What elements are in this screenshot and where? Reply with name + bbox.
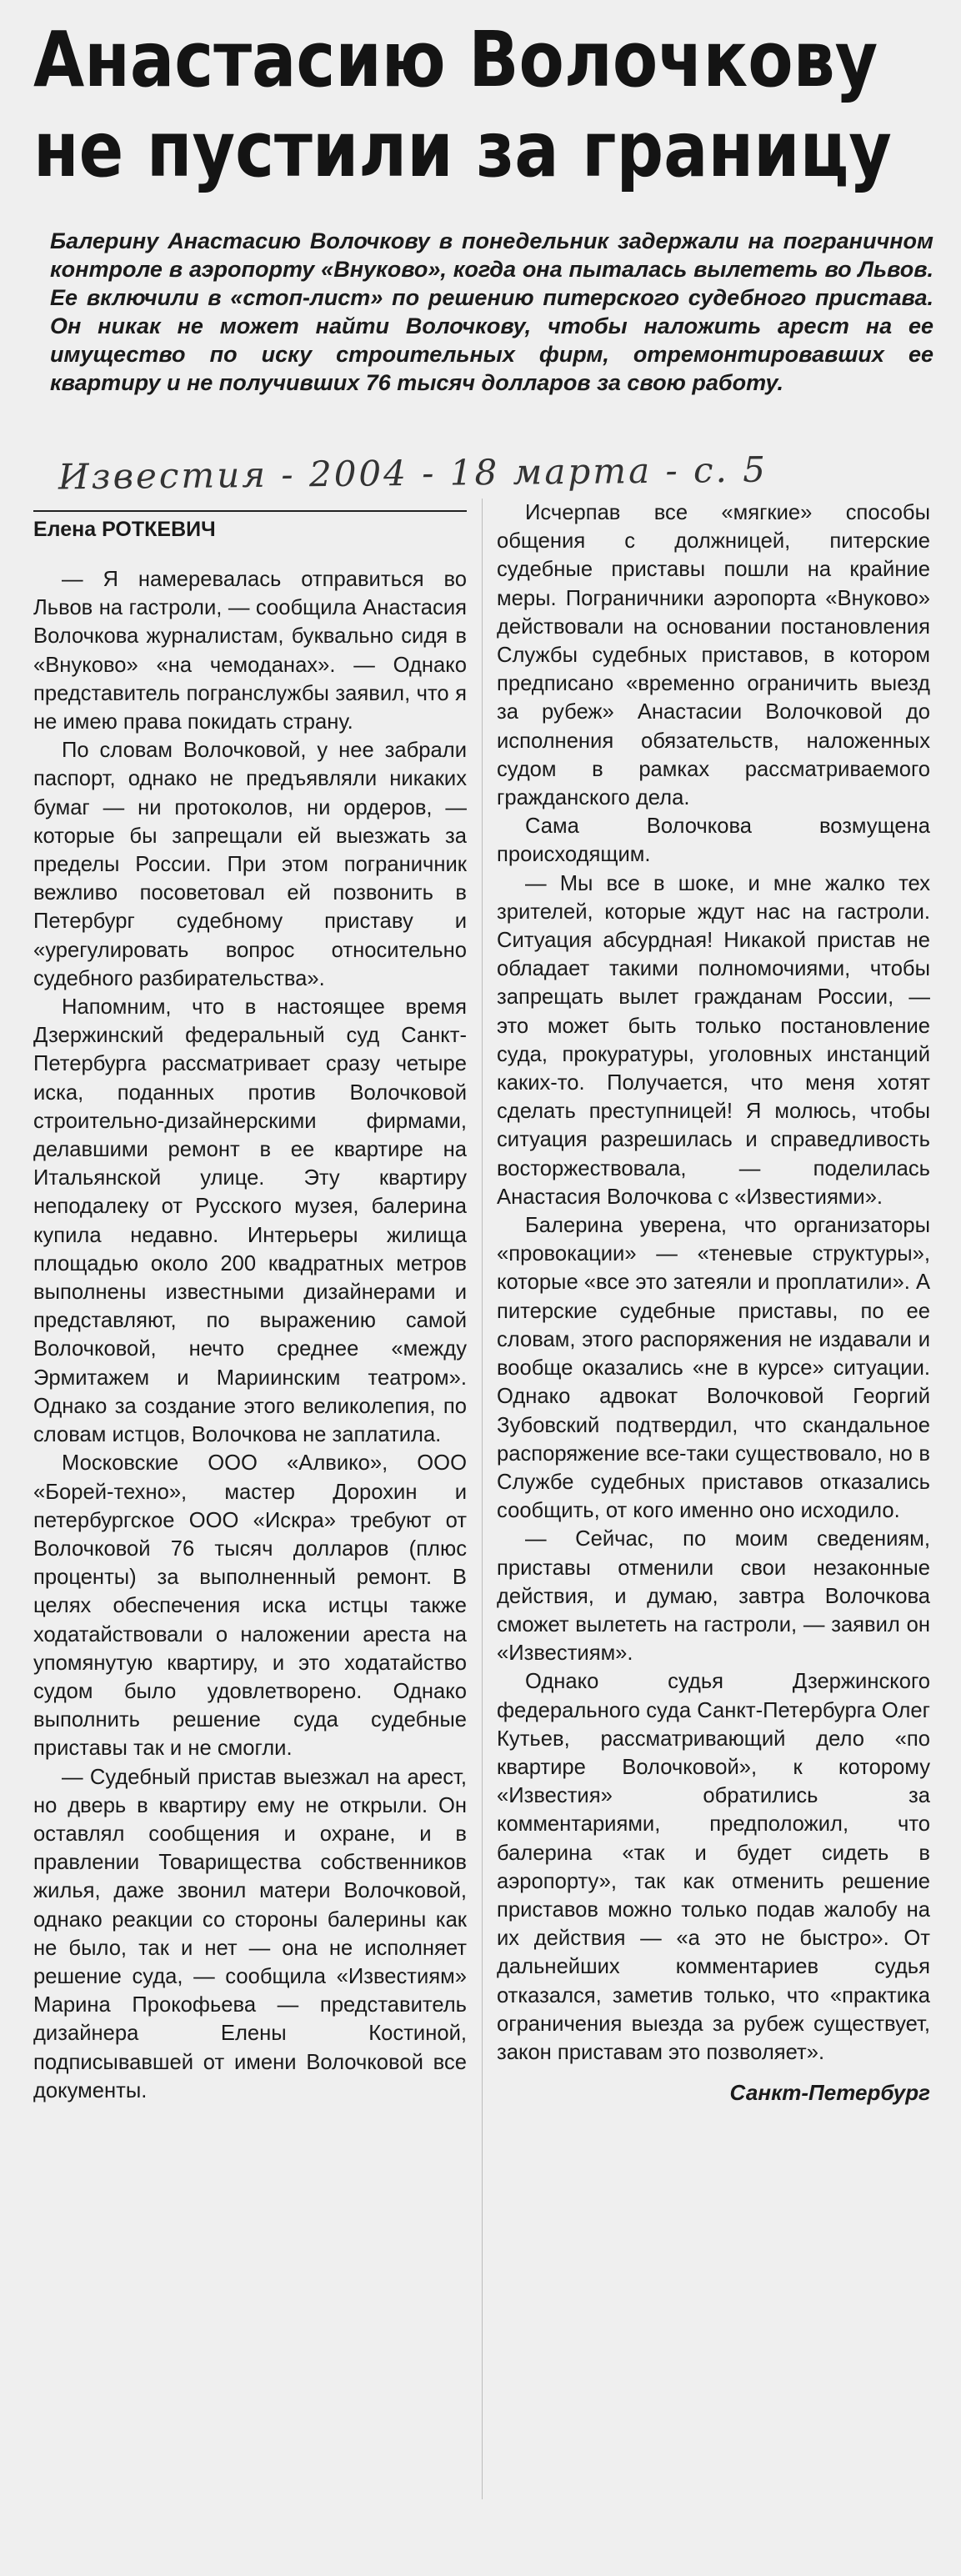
dateline: Санкт-Петербург xyxy=(729,2080,930,2106)
headline xyxy=(33,15,892,195)
paragraph: Исчерпав все «мягкие» способы общения с должницей, питерские судебные приставы пошли на крайние меры. Пограничники аэропорта «Внуково» действовали на основании постановления Службы судебных приставов, в котором предписано «временно ограничить выезд за рубеж» Анастасии Волочковой до исполнения обязательств, наложенных судом в рамках рассматриваемого гражданского дела. xyxy=(497,501,930,810)
handwritten-source-note: Известия - 2004 - 18 марта - с. 5 xyxy=(58,449,768,498)
right-column xyxy=(497,499,930,2107)
paragraph: — Судебный пристав выезжал на арест, но дверь в квартиру ему не открыли. Он оставлял сообщения и охране, и в правлении Товарищества собственников жилья, даже звонил матери Волочковой, однако реакции со стороны балерины как не было, так и нет — она не исполняет решение суда, — сообщила «Известиям» Марина Прокофьева — представитель дизайнера Елены Костиной, подписывавшей от имени Волочковой все документы. xyxy=(33,1765,467,2102)
paragraph: — Мы все в шоке, и мне жалко тех зрителей, которые ждут нас на гастроли. Ситуация абсурдная! Никакой пристав не обладает такими полномочиями, чтобы запрещать вылет гражданам России, — это может быть только постановление суда, прокуратуры, уголовных инстанций каких-то. Получается, что меня хотят сделать преступницей! Я молюсь, чтобы ситуация разрешилась и справедливость восторжествовала, — поделилась Анастасия Волочкова с «Известиями». xyxy=(497,871,930,1209)
column-divider xyxy=(482,499,483,2499)
paragraph: Напомним, что в настоящее время Дзержинский федеральный суд Санкт-Петербурга рассматривает сразу четыре иска, поданных против Волочковой строительно-дизайнерскими фирмами, делавшими ремонт в ее квартире на Итальянской улице. Эту квартиру неподалеку от Русского музея, балерина купила недавно. Интерьеры жилища площадью около 200 квадратных метров выполнены известными дизайнерами и представляют, по выражению самой Волочковой, нечто среднее «между Эрмитажем и Мариинским театром». Однако за создание этого великолепия, по словам истцов, Волочкова не заплатила. xyxy=(33,995,467,1447)
paragraph: По словам Волочковой, у нее забрали паспорт, однако не предъявляли никаких бумаг — ни протоколов, ни ордеров, — которые бы запрещали ей выезжать за пределы России. При этом пограничник вежливо посоветовал ей позвонить в Петербург судебному приставу и «урегулировать вопрос относительно судебного разбирательства». xyxy=(33,739,467,990)
paragraph: Балерина уверена, что организаторы «провокации» — «теневые структуры», которые «все это затеяли и проплатили». А питерские судебные приставы, по ее словам, этого распоряжения не издавали и вообще оказались «не в курсе» ситуации. Однако адвокат Волочковой Георгий Зубовский подтвердил, что скандальное распоряжение все-таки существовало, но в Службе судебных приставов отказались сообщить, от кого именно оно исходило. xyxy=(497,1214,931,1523)
headline-line-2: не пустили за границу xyxy=(33,105,892,194)
byline: Елена РОТКЕВИЧ xyxy=(33,510,467,542)
paragraph: Сама Волочкова возмущена происходящим. xyxy=(497,814,930,867)
lead-paragraph: Балерину Анастасию Волочкову в понедельник задержали на пограничном контроле в аэропорту «Внуково», когда она пыталась вылететь во Львов. Ее включили в «стоп-лист» по решению питерского судебного пристава. Он никак не может найти Волочкову, чтобы наложить арест на ее имущество по иску строительных фирм, отремонтировавших ее квартиру и не получивших 76 тысяч долларов за свою работу. xyxy=(50,228,933,395)
paragraph: Однако судья Дзержинского федерального суда Санкт-Петербурга Олег Кутьев, рассматривающий дело «по квартире Волочковой», к которому «Известия» обратились за комментариями, предположил, что балерина «так и будет сидеть в аэропорту», так как отменить решение приставов можно только подав жалобу на их действия — «а это не быстро». От дальнейших комментариев судья отказался, заметив только, что «практика ограничения выезда за рубеж существует, закон приставам это позволяет». xyxy=(497,1670,930,2064)
paragraph: Московские ООО «Алвико», ООО «Борей-техно», мастер Дорохин и петербургское ООО «Искра» требуют от Волочковой 76 тысяч долларов (плюс проценты) за выполненный ремонт. В целях обеспечения иска истцы также ходатайствовали о наложении ареста на упомянутую квартиру, и это ходатайство судом было удовлетворено. Однако выполнить решение суда судебные приставы так и не смогли. xyxy=(33,1451,467,1761)
left-column xyxy=(33,565,467,2105)
paragraph: — Я намеревалась отправиться во Львов на гастроли, — сообщила Анастасия Волочкова журналистам, буквально сидя в «Внуково» «на чемоданах». — Однако представитель погранслужбы заявил, что я не имею права покидать страну. xyxy=(33,568,467,734)
headline-line-1: Анастасию Волочкову xyxy=(33,15,878,104)
paragraph: — Сейчас, по моим сведениям, приставы отменили свои незаконные действия, и думаю, завтра Волочкова сможет вылететь на гастроли, — заявил он «Известиям». xyxy=(497,1527,930,1666)
